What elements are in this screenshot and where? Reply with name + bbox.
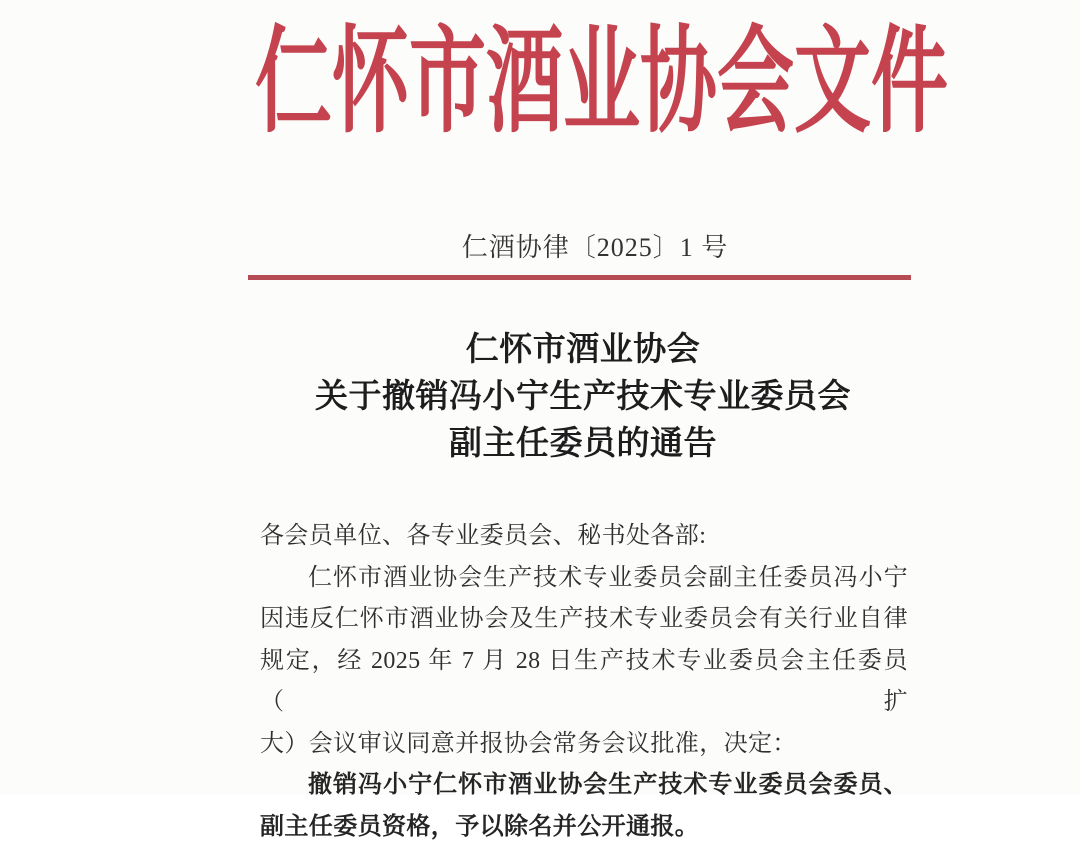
notice-title-line1: 仁怀市酒业协会 (255, 327, 911, 374)
body-line: 副主任委员资格，予以除名并公开通报。 (260, 807, 908, 848)
document-body (260, 516, 908, 848)
body-line: 因违反仁怀市酒业协会及生产技术专业委员会有关行业自律 (260, 599, 908, 641)
body-line: 规定，经 2025 年 7 月 28 日生产技术专业委员会主任委员（扩 (260, 641, 908, 724)
body-line: 仁怀市酒业协会生产技术专业委员会副主任委员冯小宁 (260, 558, 908, 600)
masthead-title: 仁怀市酒业协会文件 (255, 22, 911, 143)
salutation: 各会员单位、各专业委员会、秘书处各部: (260, 516, 908, 558)
notice-title (255, 327, 911, 468)
body-line: 撤销冯小宁仁怀市酒业协会生产技术专业委员会委员、 (260, 765, 908, 807)
body-line: 大）会议审议同意并报协会常务会议批准，决定： (260, 724, 908, 766)
red-separator-rule (248, 275, 911, 280)
notice-title-line2: 关于撤销冯小宁生产技术专业委员会 (255, 374, 911, 421)
notice-title-line3: 副主任委员的通告 (255, 421, 911, 468)
doc-number: 仁酒协律〔2025〕1 号 (255, 233, 911, 263)
